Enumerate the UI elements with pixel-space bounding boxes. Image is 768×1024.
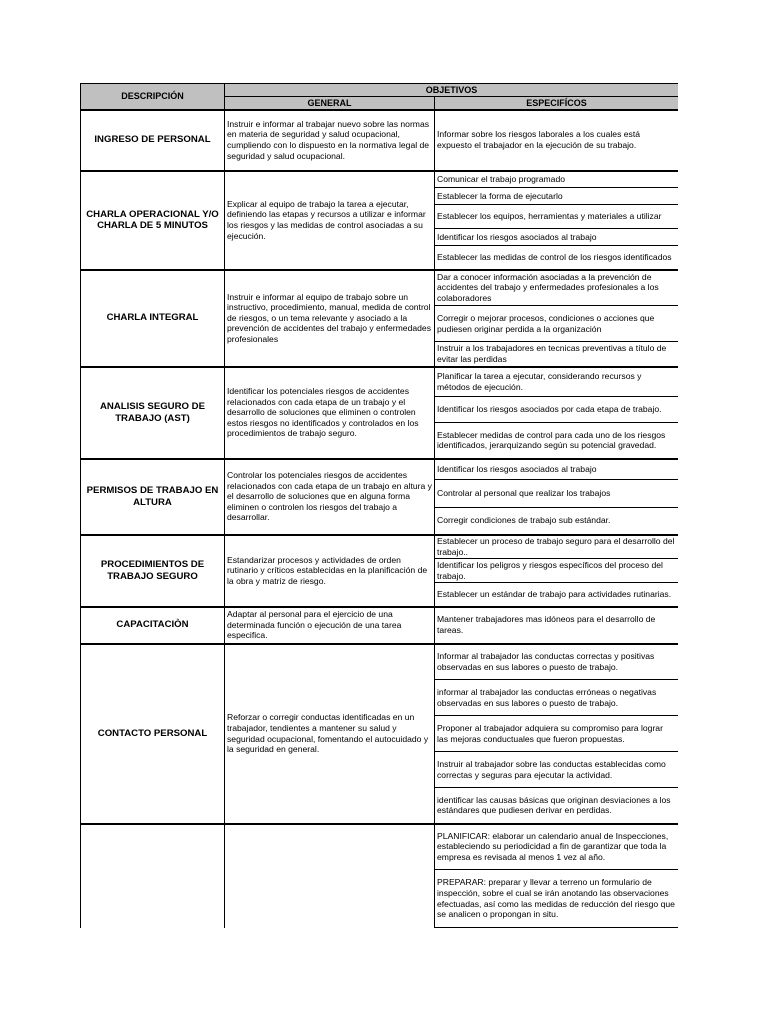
row-especifico: Proponer al trabajador adquiera su compromiso para lograr las mejoras conductuales que fueron propuestas. [435,716,679,752]
row-especifico: Corregir condiciones de trabajo sub estándar. [435,508,679,535]
row-general: Estandarizar procesos y actividades de orden rutinario y críticos establecidas en la planificación de la obra y matriz de riesgo. [225,535,435,607]
objectives-table-sheet [80,83,678,939]
row-especifico: PLANIFICAR: elaborar un calendario anual de Inspecciones, estableciendo su periodicidad a fin de garantizar que toda la empresa es revisada al menos 1 vez al año. [435,824,679,870]
row-descripcion [81,824,225,928]
row-descripcion: PERMISOS DE TRABAJO EN ALTURA [81,459,225,535]
row-descripcion: CHARLA OPERACIONAL Y/O CHARLA DE 5 MINUTOS [81,171,225,270]
row-especifico: Identificar los riesgos asociados al trabajo [435,459,679,480]
row-descripcion: ANALISIS SEGURO DE TRABAJO (AST) [81,367,225,459]
row-especifico: Instruir al trabajador sobre las conductas establecidas como correctas y seguras para ejecutar la actividad. [435,752,679,788]
row-especifico: Informar sobre los riesgos laborales a los cuales está expuesto el trabajador en la ejecución de su trabajo. [435,110,679,171]
table-row [81,110,679,171]
row-especifico: Establecer un estándar de trabajo para actividades rutinarias. [435,583,679,607]
table-row [81,535,679,559]
row-general [225,824,435,928]
table-row [81,367,679,397]
table-row [81,824,679,870]
row-especifico: Mantener trabajadores mas idóneos para el desarrollo de tareas. [435,607,679,644]
row-especifico: Dar a conocer información asociadas a la prevención de accidentes del trabajo y enfermedades profesionales a los colaboradores [435,270,679,306]
row-especifico: PREPARAR: preparar y llevar a terreno un formulario de inspección, sobre el cual se irán anotando las observaciones efectuadas, así como las medidas de reducción del riesgo que se analicen o propongan in situ. [435,870,679,928]
table-row [81,644,679,680]
row-general: Adaptar al personal para el ejercicio de una determinada función o ejecución de una tarea especifica. [225,607,435,644]
row-descripcion: CAPACITACIÒN [81,607,225,644]
row-descripcion: INGRESO DE PERSONAL [81,110,225,171]
row-general: Explicar al equipo de trabajo la tarea a ejecutar, definiendo las etapas y recursos a utilizar e informar los riesgos y las medidas de control asociadas a su ejecución. [225,171,435,270]
row-general: Instruir e informar al trabajar nuevo sobre las normas en materia de seguridad y salud ocupacional, cumpliendo con lo dispuesto en la normativa legal de seguridad y salud ocupacional. [225,110,435,171]
table-row [81,171,679,188]
row-especifico: Establecer la forma de ejecutarlo [435,188,679,205]
row-especifico: Establecer los equipos, herramientas y materiales a utilizar [435,205,679,229]
row-especifico: Planificar la tarea a ejecutar, considerando recursos y métodos de ejecución. [435,367,679,397]
row-especifico: Corregir o mejorar procesos, condiciones o acciones que pudiesen originar perdida a la organización [435,306,679,342]
row-descripcion: CONTACTO PERSONAL [81,644,225,824]
row-general: Identificar los potenciales riesgos de accidentes relacionados con cada etapa de un trabajo y el desarrollo de soluciones que eliminen o controlen estos riesgos no identificados y controlados en los procedimientos de trabajo seguro. [225,367,435,459]
table-row [81,459,679,480]
header-descripcion: DESCRIPCIÓN [81,84,225,110]
row-general: Instruir e informar al equipo de trabajo sobre un instructivo, procedimiento, manual, medida de control de riesgos, o un tema relevante y asociado a la prevención de accidentes del trabajo y enfermedades profesionales [225,270,435,367]
row-especifico: Instruir a los trabajadores en tecnicas preventivas a título de evitar las perdidas [435,342,679,367]
objectives-table [80,83,678,928]
row-especifico: informar al trabajador las conductas erróneas o negativas observadas en sus labores o puesto de trabajo. [435,680,679,716]
table-row [81,270,679,306]
row-especifico: Establecer medidas de control para cada uno de los riesgos identificados, jerarquizando según su potencial gravedad. [435,423,679,459]
row-especifico: Comunicar el trabajo programado [435,171,679,188]
table-row [81,607,679,644]
row-especifico: Informar al trabajador las conductas correctas y positivas observadas en sus labores o puesto de trabajo. [435,644,679,680]
row-general: Reforzar o corregir conductas identificadas en un trabajador, tendientes a mantener su salud y seguridad ocupacional, fomentando el autocuidado y la seguridad en general. [225,644,435,824]
header-especificos: ESPECIFÍCOS [435,97,679,110]
header-general: GENERAL [225,97,435,110]
row-especifico: Establecer las medidas de control de los riesgos identificados [435,246,679,270]
header-objetivos: OBJETIVOS [225,84,679,97]
row-especifico: identificar las causas básicas que originan desviaciones a los estándares que pudiesen derivar en perdidas. [435,788,679,824]
row-descripcion: PROCEDIMIENTOS DE TRABAJO SEGURO [81,535,225,607]
row-especifico: Establecer un proceso de trabajo seguro para el desarrollo del trabajo.. [435,535,679,559]
row-especifico: Controlar al personal que realizar los trabajos [435,480,679,508]
row-especifico: Identificar los riesgos asociados por cada etapa de trabajo. [435,397,679,423]
row-descripcion: CHARLA INTEGRAL [81,270,225,367]
row-especifico: Identificar los riesgos asociados al trabajo [435,229,679,246]
row-general: Controlar los potenciales riesgos de accidentes relacionados con cada etapa de un trabajo en altura y el desarrollo de soluciones que en alguna forma eliminen o controlen los riesgos del trabajo a desarrollar. [225,459,435,535]
row-especifico: Identificar los peligros y riesgos específicos del proceso del trabajo. [435,559,679,583]
